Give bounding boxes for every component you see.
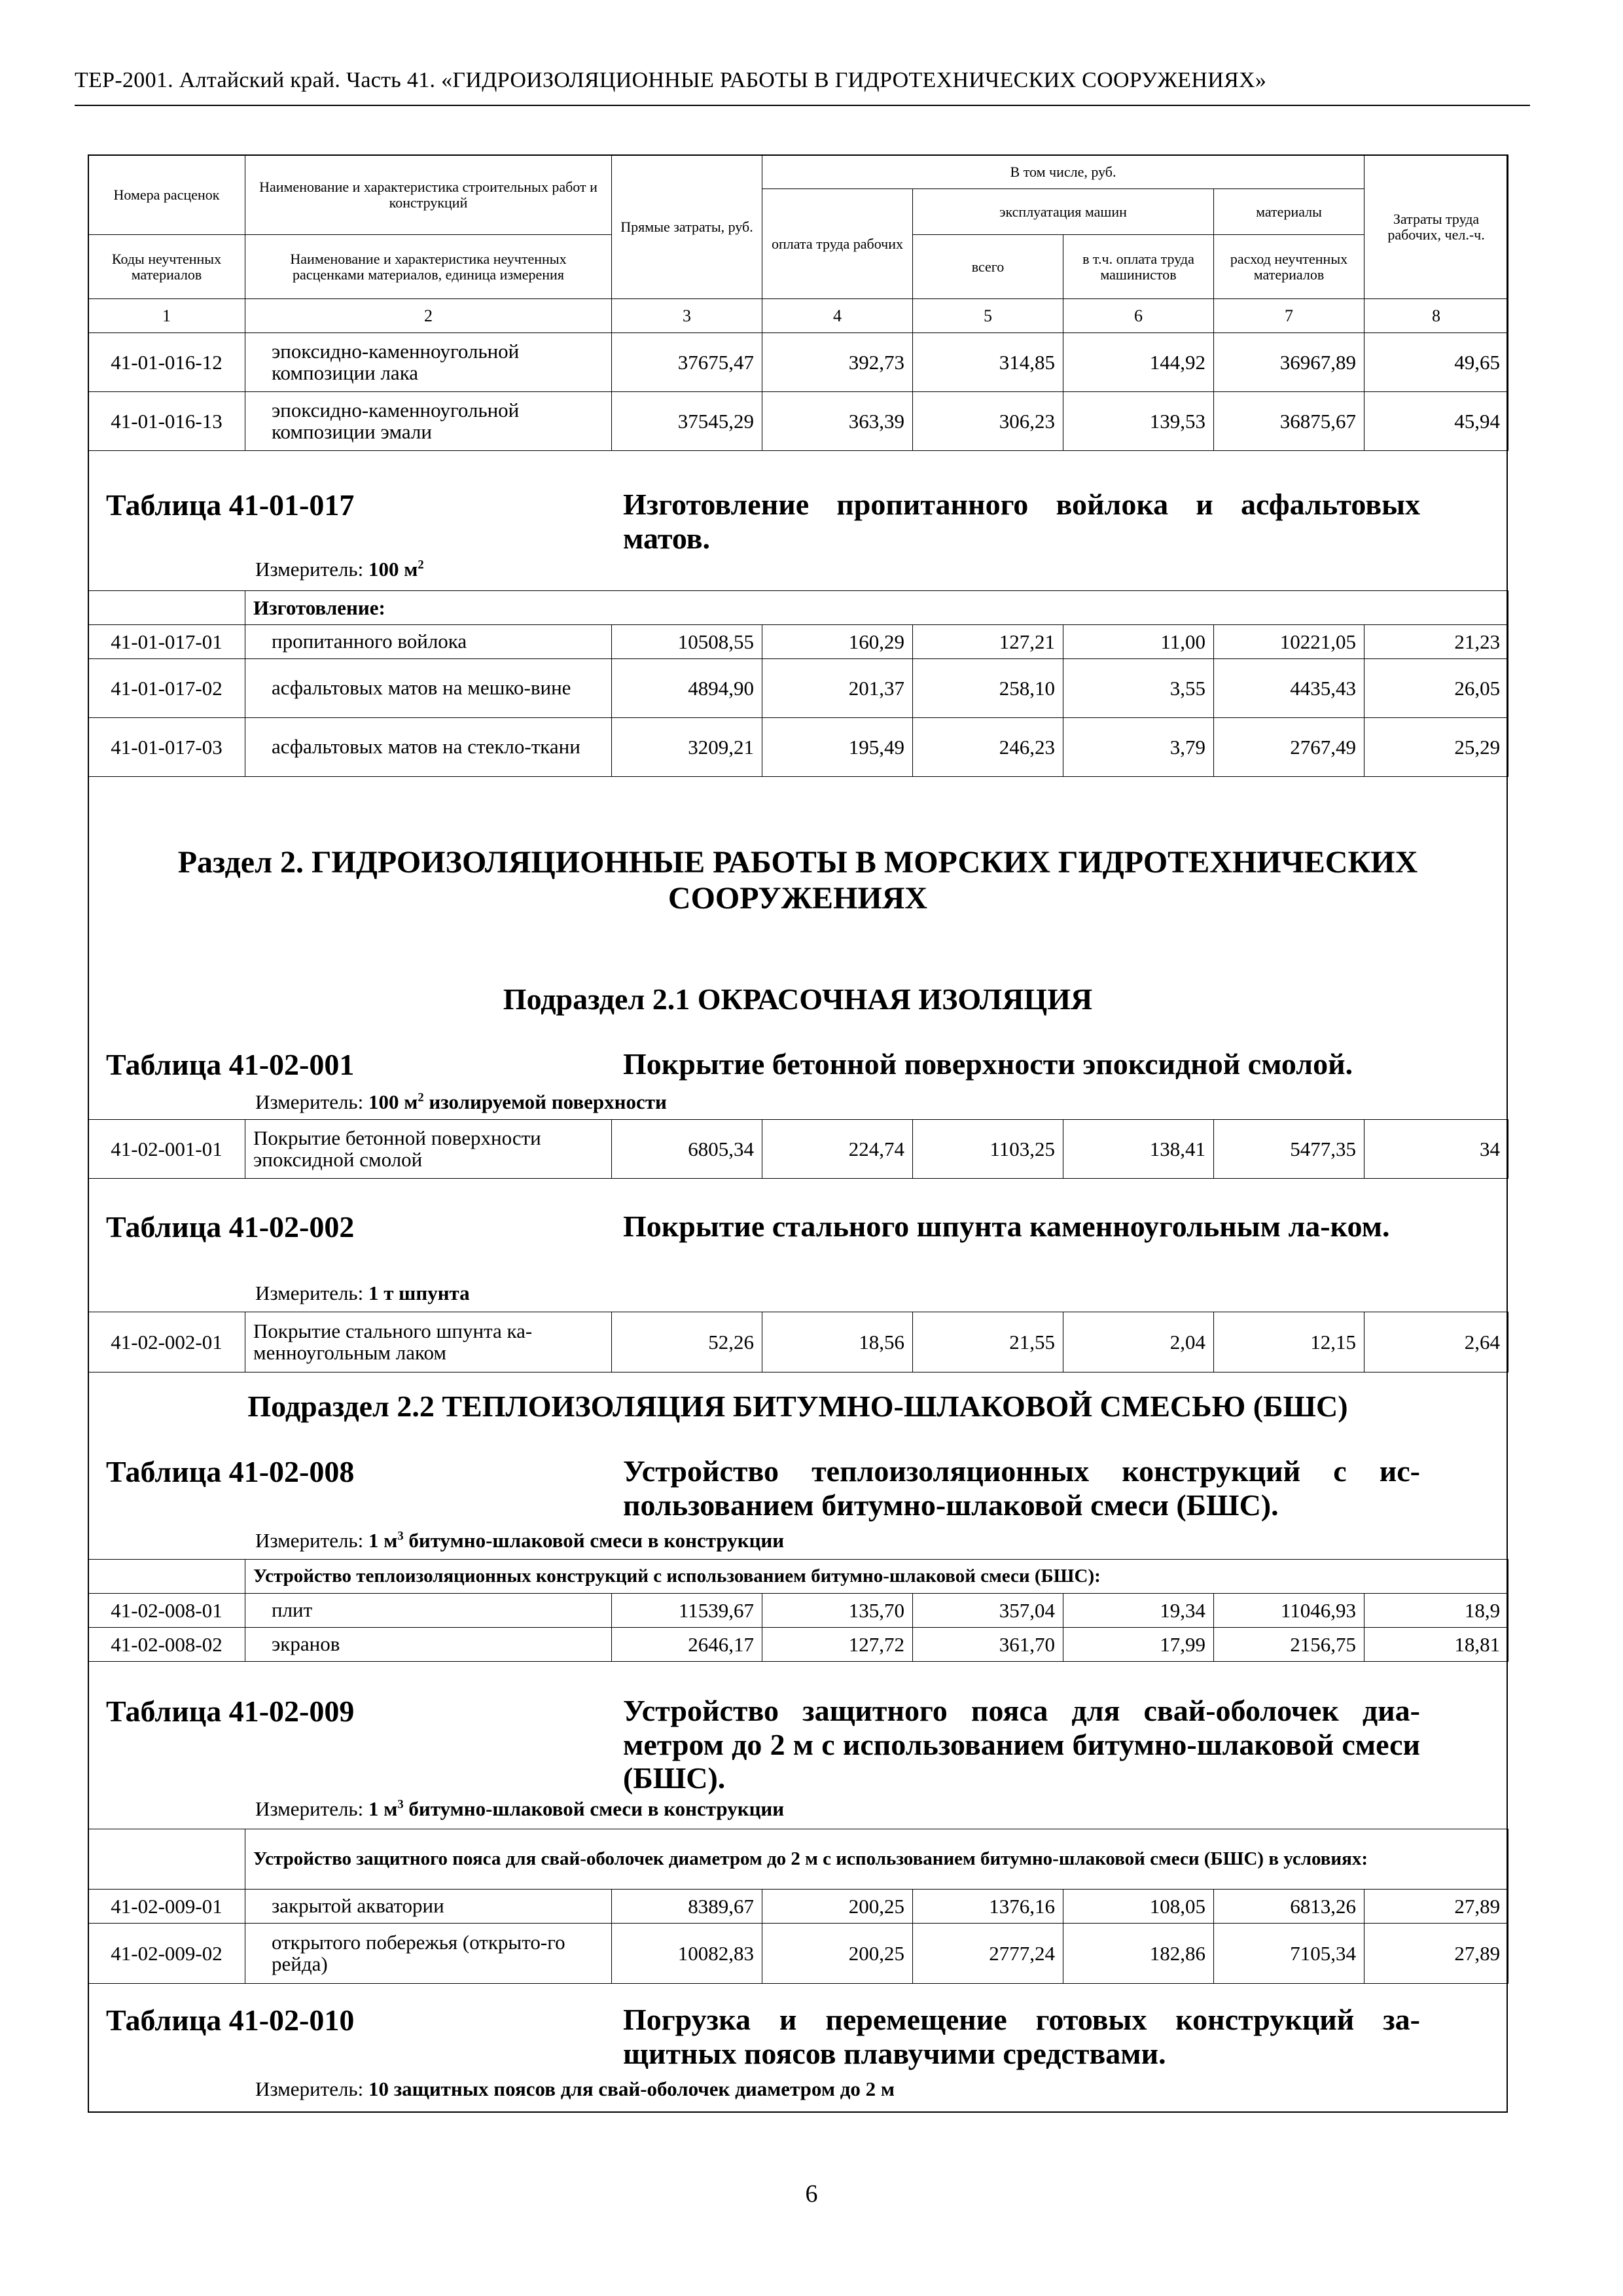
- group-label: Устройство теплоизоляционных конструкций с использованием битумно-шлаковой смеси (БШС):: [245, 1560, 1508, 1594]
- direct-costs: 3209,21: [612, 718, 762, 777]
- col2-bottom-header: Наименование и характеристика неучтенных расценками материалов, единица измерения: [245, 235, 612, 299]
- rate-name: эпоксидно-каменноугольной композиции лака: [245, 333, 612, 392]
- direct-costs: 37545,29: [612, 392, 762, 451]
- col1-top-header: Номера расценок: [88, 155, 245, 235]
- rate-code: 41-02-008-01: [88, 1594, 245, 1628]
- rate-code: 41-02-009-01: [88, 1890, 245, 1924]
- table-row: [88, 1594, 1508, 1628]
- machines-total: 306,23: [913, 392, 1063, 451]
- table-row: [88, 1312, 1508, 1372]
- table-row: [88, 659, 1508, 718]
- table-41-01-017: [88, 590, 1508, 777]
- rate-code: 41-02-001-01: [88, 1120, 245, 1179]
- col-number: 5: [913, 299, 1063, 333]
- machines-total: 2777,24: [913, 1924, 1063, 1984]
- col-number: 6: [1063, 299, 1214, 333]
- table-description: Устройство защитного пояса для свай-оболочек диа-метром до 2 м с использованием битумно-шлаковой смеси (БШС).: [623, 1694, 1420, 1795]
- table-row: [88, 333, 1508, 392]
- table-title: Таблица 41-02-009: [106, 1695, 355, 1728]
- labor-pay: 195,49: [762, 718, 913, 777]
- rate-code: 41-02-009-02: [88, 1924, 245, 1984]
- measure-unit: Измеритель: 10 защитных поясов для свай-оболочек диаметром до 2 м: [255, 2077, 895, 2100]
- rate-name: плит: [245, 1594, 612, 1628]
- materials: 5477,35: [1214, 1120, 1364, 1179]
- header-rule: [75, 105, 1530, 106]
- col2-top-header: Наименование и характеристика строительных работ и конструкций: [245, 155, 612, 235]
- materials: 12,15: [1214, 1312, 1364, 1372]
- labor-hours: 2,64: [1364, 1312, 1508, 1372]
- labor-hours: 45,94: [1364, 392, 1508, 451]
- table-row: [88, 392, 1508, 451]
- labor-pay: 127,72: [762, 1628, 913, 1662]
- labor-costs-header: Затраты труда рабочих, чел.-ч.: [1364, 155, 1508, 299]
- materials: 11046,93: [1214, 1594, 1364, 1628]
- direct-costs: 2646,17: [612, 1628, 762, 1662]
- measure-unit: Измеритель: 100 $м^2$ изолируемой поверхности: [255, 1090, 667, 1113]
- col-number: 2: [245, 299, 612, 333]
- machinists-pay: 2,04: [1063, 1312, 1214, 1372]
- col-number: 7: [1214, 299, 1364, 333]
- labor-hours: 18,9: [1364, 1594, 1508, 1628]
- col-number: 1: [88, 299, 245, 333]
- including-header: В том числе, руб.: [762, 155, 1364, 189]
- table-title: Таблица 41-02-002: [106, 1210, 355, 1244]
- table-row: [88, 625, 1508, 659]
- direct-costs: 4894,90: [612, 659, 762, 718]
- rate-name: асфальтовых матов на мешко-вине: [245, 659, 612, 718]
- direct-costs: 10082,83: [612, 1924, 762, 1984]
- table-41-02-009: [88, 1829, 1508, 1984]
- materials: 10221,05: [1214, 625, 1364, 659]
- machinists-pay: 19,34: [1063, 1594, 1214, 1628]
- unaccounted-materials-header: расход неучтенных материалов: [1214, 235, 1364, 299]
- page-number: 6: [805, 2180, 818, 2208]
- machinists-pay: 182,86: [1063, 1924, 1214, 1984]
- labor-pay: 135,70: [762, 1594, 913, 1628]
- materials: 36875,67: [1214, 392, 1364, 451]
- labor-pay-header: оплата труда рабочих: [762, 189, 913, 299]
- materials: 4435,43: [1214, 659, 1364, 718]
- table-row: [88, 718, 1508, 777]
- labor-pay: 363,39: [762, 392, 913, 451]
- materials: 6813,26: [1214, 1890, 1364, 1924]
- table-41-02-001: [88, 1119, 1508, 1179]
- machines-total: 1376,16: [913, 1890, 1063, 1924]
- machinists-pay: 11,00: [1063, 625, 1214, 659]
- table-41-02-008: [88, 1559, 1508, 1662]
- materials: 2156,75: [1214, 1628, 1364, 1662]
- col-number: 8: [1364, 299, 1508, 333]
- labor-hours: 21,23: [1364, 625, 1508, 659]
- machines-total: 127,21: [913, 625, 1063, 659]
- materials: 36967,89: [1214, 333, 1364, 392]
- machines-total: 357,04: [913, 1594, 1063, 1628]
- labor-hours: 27,89: [1364, 1924, 1508, 1984]
- group-label: Изготовление:: [245, 591, 1508, 625]
- group-label: Устройство защитного пояса для свай-оболочек диаметром до 2 м с использованием битумно-шлаковой смеси (БШС) в условиях:: [245, 1829, 1508, 1890]
- labor-pay: 224,74: [762, 1120, 913, 1179]
- direct-costs: 10508,55: [612, 625, 762, 659]
- subsection-title: Подраздел 2.2 ТЕПЛОИЗОЛЯЦИЯ БИТУМНО-ШЛАКОВОЙ СМЕСЬЮ (БШС): [247, 1390, 1348, 1423]
- machines-total-header: всего: [913, 235, 1063, 299]
- col1-bottom-header: Коды неучтенных материалов: [88, 235, 245, 299]
- rate-name: Покрытие стального шпунта ка-менноугольным лаком: [245, 1312, 612, 1372]
- machinists-pay: 3,79: [1063, 718, 1214, 777]
- labor-pay: 18,56: [762, 1312, 913, 1372]
- machinists-pay: 144,92: [1063, 333, 1214, 392]
- measure-unit: Измеритель: 100 $м^2$: [255, 558, 424, 581]
- machinists-pay: 108,05: [1063, 1890, 1214, 1924]
- machines-total: 21,55: [913, 1312, 1063, 1372]
- rates-table-header: [88, 154, 1508, 451]
- materials: 2767,49: [1214, 718, 1364, 777]
- table-title: Таблица 41-02-008: [106, 1455, 355, 1488]
- table-41-02-002: [88, 1312, 1508, 1372]
- machinists-pay: 17,99: [1063, 1628, 1214, 1662]
- section-title: Раздел 2. ГИДРОИЗОЛЯЦИОННЫЕ РАБОТЫ В МОРСКИХ ГИДРОТЕХНИЧЕСКИХ СООРУЖЕНИЯХ: [177, 845, 1418, 916]
- machines-total: 258,10: [913, 659, 1063, 718]
- rate-name: асфальтовых матов на стекло-ткани: [245, 718, 612, 777]
- table-row: [88, 1628, 1508, 1662]
- machinists-pay: 139,53: [1063, 392, 1214, 451]
- labor-hours: 25,29: [1364, 718, 1508, 777]
- direct-costs: 6805,34: [612, 1120, 762, 1179]
- rate-name: открытого побережья (открыто-го рейда): [245, 1924, 612, 1984]
- rate-name: пропитанного войлока: [245, 625, 612, 659]
- subsection-title: Подраздел 2.1 ОКРАСОЧНАЯ ИЗОЛЯЦИЯ: [503, 982, 1093, 1016]
- labor-hours: 26,05: [1364, 659, 1508, 718]
- labor-hours: 49,65: [1364, 333, 1508, 392]
- table-description: Покрытие стального шпунта каменноугольным ла-ком.: [623, 1210, 1390, 1243]
- rate-code: 41-02-008-02: [88, 1628, 245, 1662]
- rate-name: экранов: [245, 1628, 612, 1662]
- table-title: Таблица 41-01-017: [106, 488, 355, 522]
- labor-pay: 201,37: [762, 659, 913, 718]
- table-description: Погрузка и перемещение готовых конструкций за-щитных поясов плавучими средствами.: [623, 2003, 1420, 2070]
- materials: 7105,34: [1214, 1924, 1364, 1984]
- measure-unit: Измеритель: 1 $м^3$ битумно-шлаковой смеси в конструкции: [255, 1529, 785, 1552]
- direct-costs: 37675,47: [612, 333, 762, 392]
- labor-pay: 392,73: [762, 333, 913, 392]
- rate-code: 41-01-017-01: [88, 625, 245, 659]
- machinists-pay: 3,55: [1063, 659, 1214, 718]
- rate-code: 41-02-002-01: [88, 1312, 245, 1372]
- machines-total: 246,23: [913, 718, 1063, 777]
- labor-pay: 160,29: [762, 625, 913, 659]
- table-row: [88, 1890, 1508, 1924]
- table-description: Изготовление пропитанного войлока и асфальтовых матов.: [623, 488, 1420, 555]
- table-row: [88, 1120, 1508, 1179]
- table-title: Таблица 41-02-001: [106, 1048, 355, 1081]
- labor-pay: 200,25: [762, 1924, 913, 1984]
- rate-code: 41-01-017-02: [88, 659, 245, 718]
- document-header: ТЕР-2001. Алтайский край. Часть 41. «ГИДРОИЗОЛЯЦИОННЫЕ РАБОТЫ В ГИДРОТЕХНИЧЕСКИХ СООРУЖЕНИЯХ»: [75, 68, 1267, 92]
- rate-code: 41-01-017-03: [88, 718, 245, 777]
- labor-hours: 18,81: [1364, 1628, 1508, 1662]
- machinists-pay: 138,41: [1063, 1120, 1214, 1179]
- materials-header: материалы: [1214, 189, 1364, 235]
- machines-total: 361,70: [913, 1628, 1063, 1662]
- machines-total: 1103,25: [913, 1120, 1063, 1179]
- direct-costs: 11539,67: [612, 1594, 762, 1628]
- table-description: Устройство теплоизоляционных конструкций с ис-пользованием битумно-шлаковой смеси (БШС).: [623, 1454, 1420, 1522]
- direct-costs-header: Прямые затраты, руб.: [612, 155, 762, 299]
- labor-pay: 200,25: [762, 1890, 913, 1924]
- labor-hours: 34: [1364, 1120, 1508, 1179]
- col-number: 3: [612, 299, 762, 333]
- labor-hours: 27,89: [1364, 1890, 1508, 1924]
- rate-code: 41-01-016-13: [88, 392, 245, 451]
- table-title: Таблица 41-02-010: [106, 2003, 355, 2037]
- rate-name: Покрытие бетонной поверхности эпоксидной смолой: [245, 1120, 612, 1179]
- direct-costs: 52,26: [612, 1312, 762, 1372]
- machines-total: 314,85: [913, 333, 1063, 392]
- rate-name: эпоксидно-каменноугольной композиции эмали: [245, 392, 612, 451]
- col-number: 4: [762, 299, 913, 333]
- rate-name: закрытой акватории: [245, 1890, 612, 1924]
- table-description: Покрытие бетонной поверхности эпоксидной смолой.: [623, 1047, 1353, 1081]
- direct-costs: 8389,67: [612, 1890, 762, 1924]
- table-row: [88, 1924, 1508, 1984]
- machinists-pay-header: в т.ч. оплата труда машинистов: [1063, 235, 1214, 299]
- measure-unit: Измеритель: 1 т шпунта: [255, 1282, 470, 1304]
- measure-unit: Измеритель: 1 $м^3$ битумно-шлаковой смеси в конструкции: [255, 1797, 785, 1820]
- rate-code: 41-01-016-12: [88, 333, 245, 392]
- machines-header: эксплуатация машин: [913, 189, 1214, 235]
